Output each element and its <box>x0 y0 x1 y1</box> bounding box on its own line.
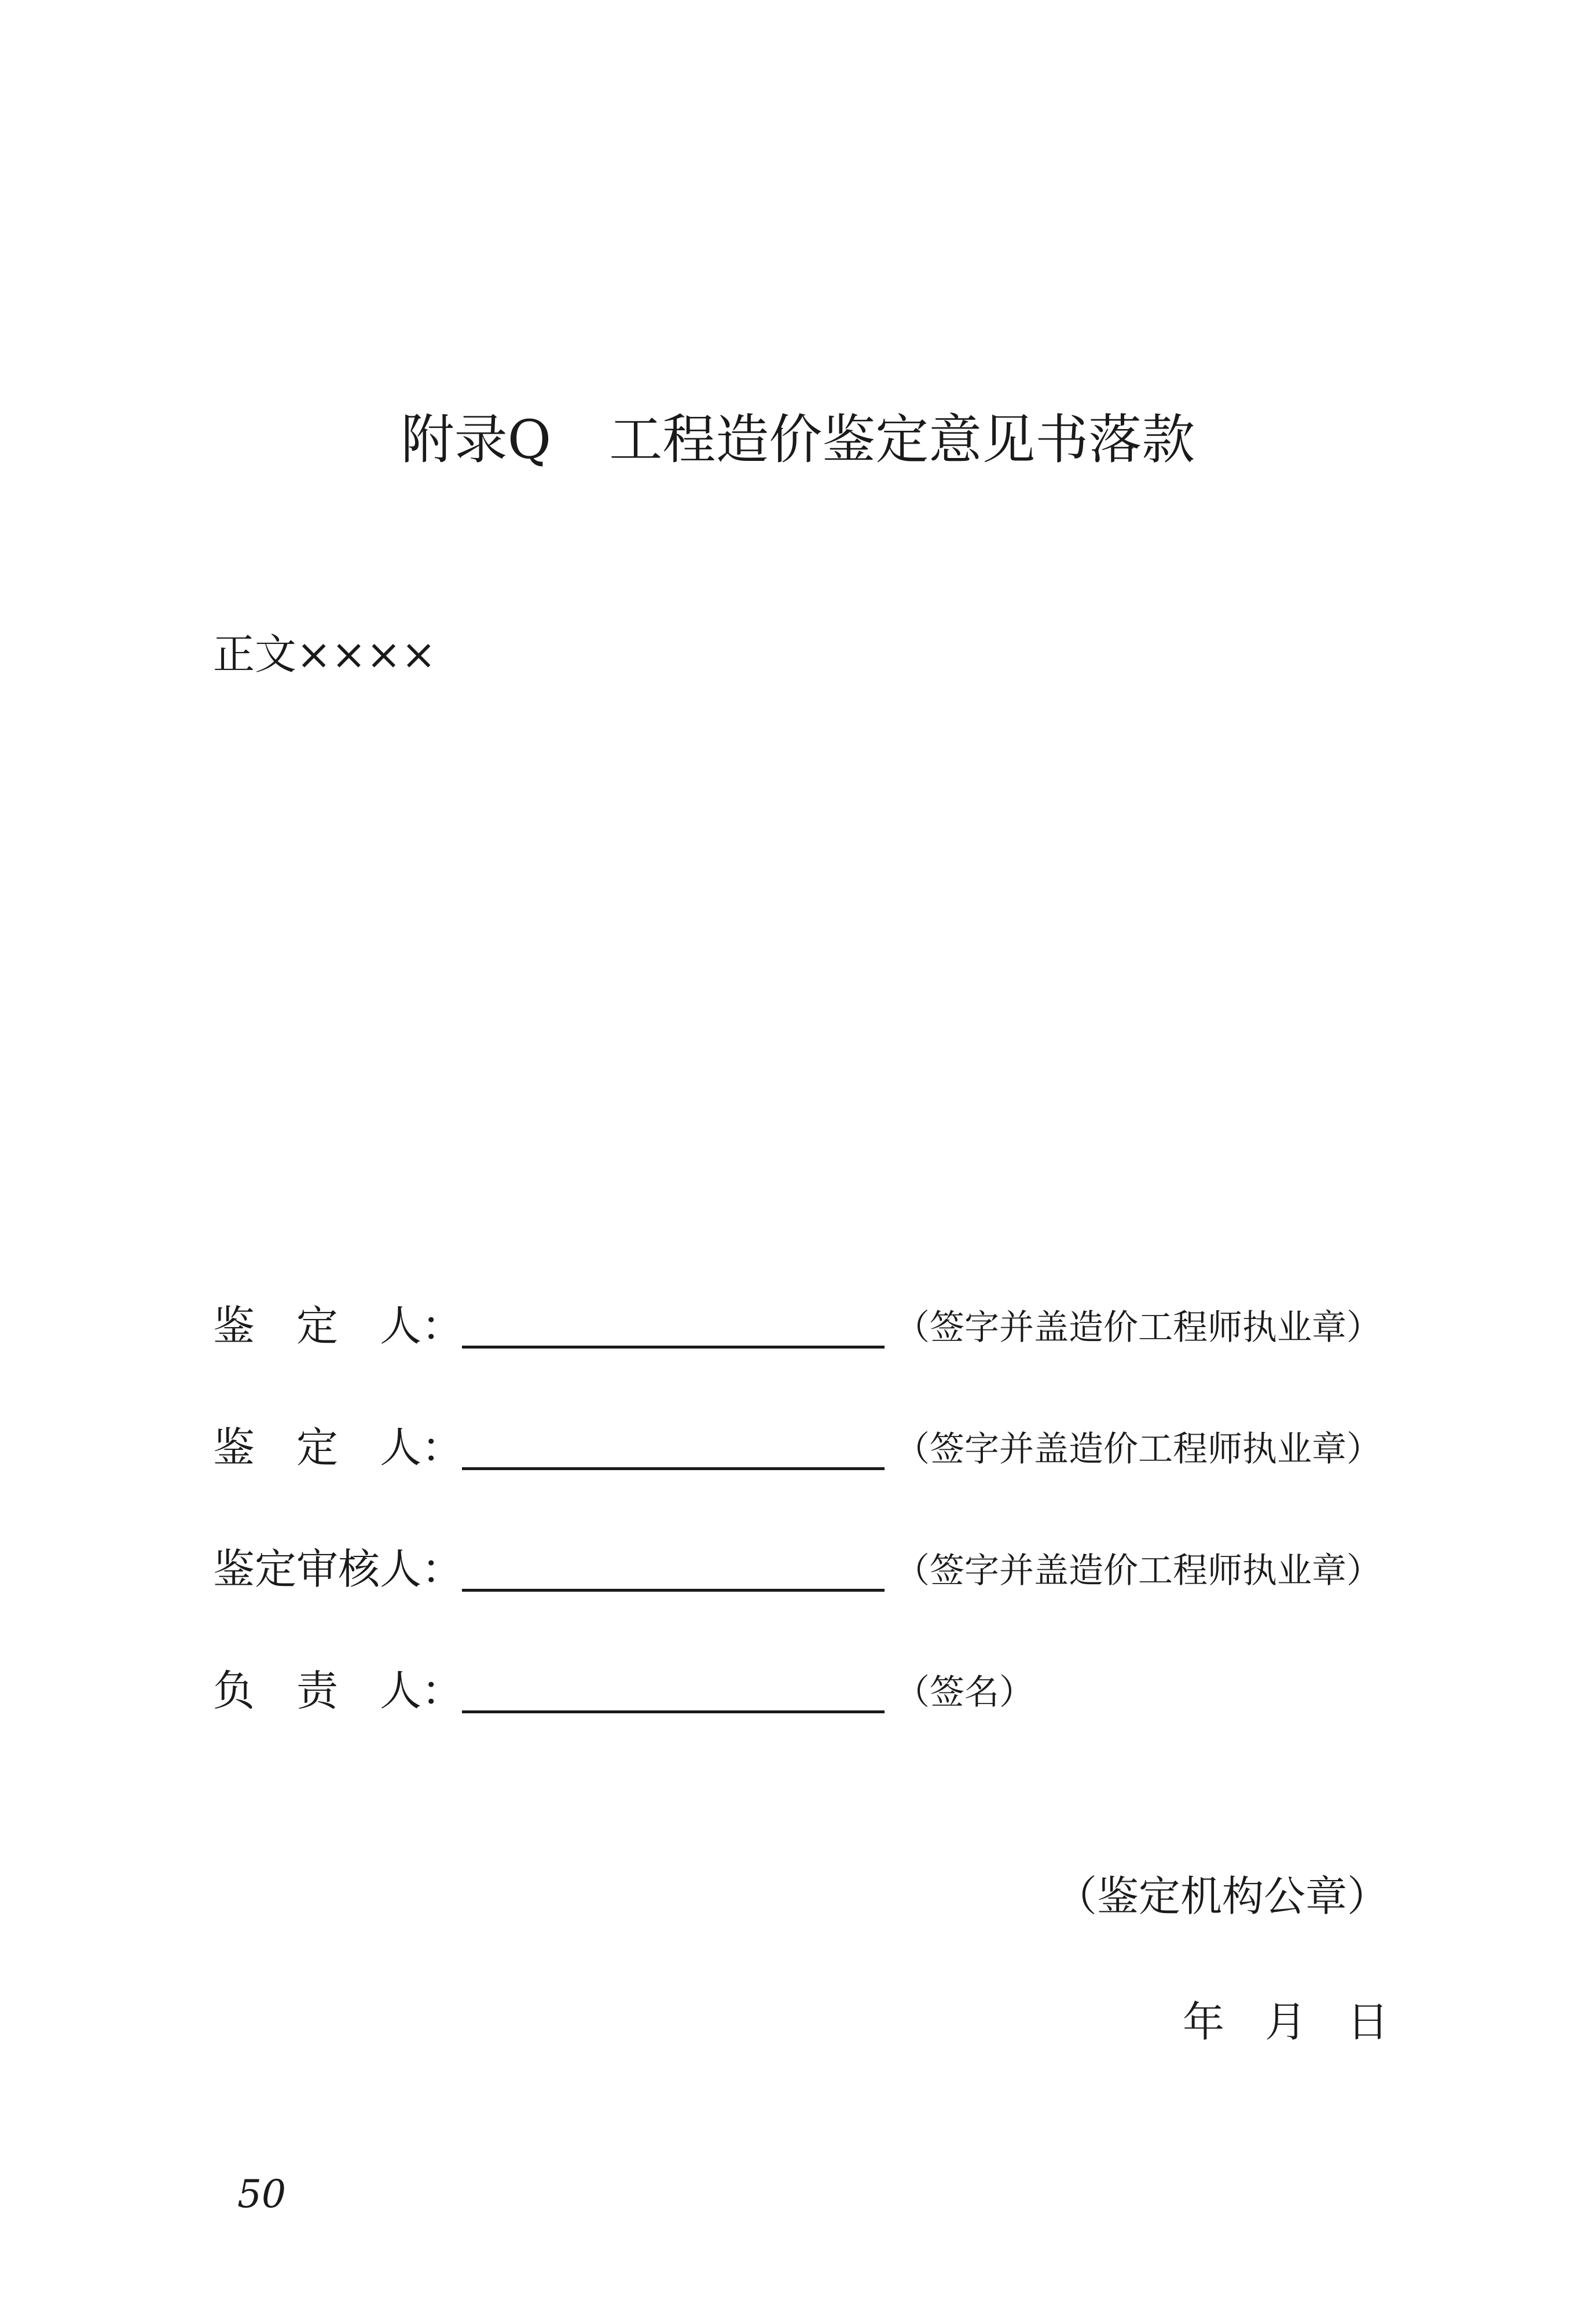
date-day: 日 <box>1346 1998 1389 2046</box>
signature-note: （签字并盖造价工程师执业章） <box>895 1551 1381 1591</box>
signature-row-reviewer <box>213 1540 1429 1598</box>
body-text-placeholder: 正文×××× <box>213 630 436 679</box>
signature-line[interactable] <box>462 1589 885 1592</box>
date-month: 月 <box>1264 1998 1307 2046</box>
date-year: 年 <box>1182 1998 1224 2046</box>
signature-line[interactable] <box>462 1710 885 1713</box>
signature-colon: ： <box>421 1302 464 1350</box>
signature-line[interactable] <box>462 1467 885 1470</box>
signature-line[interactable] <box>462 1346 885 1349</box>
signature-note: （签字并盖造价工程师执业章） <box>895 1429 1381 1470</box>
page-number: 50 <box>237 2172 286 2216</box>
signature-label: 鉴定人 <box>213 1302 421 1350</box>
signature-colon: ： <box>421 1666 464 1715</box>
signature-row-responsible-person <box>213 1662 1429 1720</box>
signature-row-appraiser-2 <box>213 1419 1429 1476</box>
signature-label: 负责人 <box>213 1666 421 1715</box>
appendix-label: 附录Q <box>401 409 552 471</box>
signature-row-appraiser-1 <box>213 1297 1429 1355</box>
signature-colon: ： <box>421 1423 464 1472</box>
signature-note: （签名） <box>895 1672 1034 1713</box>
signature-label: 鉴定审核人 <box>213 1545 422 1593</box>
institution-seal-note: （鉴定机构公章） <box>1055 1872 1389 1921</box>
appendix-title: 工程造价鉴定意见书落款 <box>609 409 1195 471</box>
page-title <box>0 405 1596 475</box>
signature-label: 鉴定人 <box>213 1423 421 1472</box>
signature-colon: ： <box>421 1545 464 1593</box>
date-line <box>1183 1993 1389 2051</box>
signature-note: （签字并盖造价工程师执业章） <box>895 1307 1381 1348</box>
